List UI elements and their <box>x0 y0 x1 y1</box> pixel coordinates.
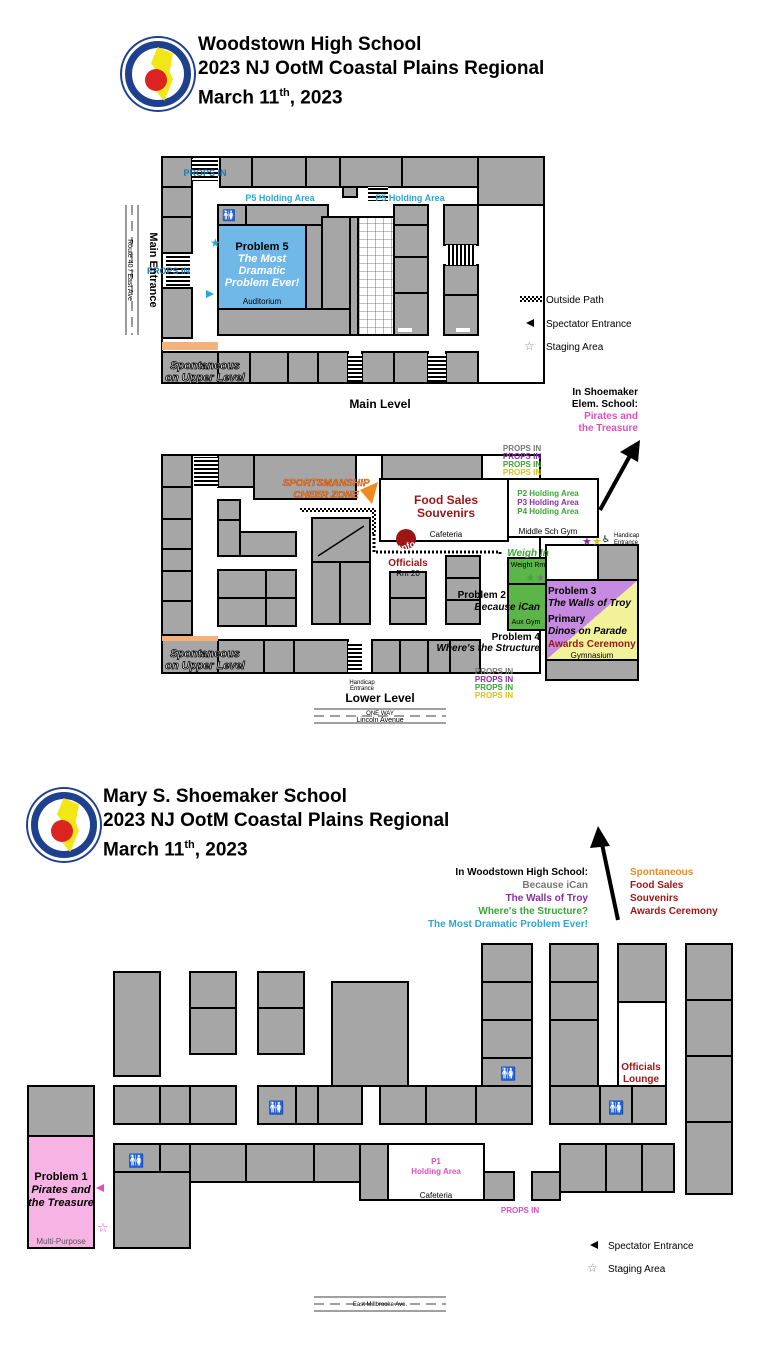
shoemaker-map <box>0 740 760 1347</box>
staging-star-icon: ★ <box>210 236 221 250</box>
problem5-title: Problem Ever! <box>224 277 300 289</box>
p4-holding-label: P4 Holding Area <box>517 507 579 516</box>
road-label: Route 40 / East Ave <box>126 239 133 301</box>
rm20-label: Rm 20 <box>396 569 420 578</box>
props-in-label: PROPS IN <box>474 675 514 684</box>
staging-star-icon: ★ <box>536 573 545 584</box>
legend-spectator: Spectator Entrance <box>546 319 632 330</box>
officials-lounge-label: Officials <box>621 1062 661 1073</box>
restroom-icon: 🚻 <box>500 1066 517 1081</box>
shoemaker-note-problem: the Treasure <box>578 423 638 434</box>
stairs <box>194 457 218 487</box>
shoemaker-note: In Shoemaker <box>572 387 638 398</box>
door <box>456 328 470 332</box>
props-in-label: PROPS IN <box>502 444 542 453</box>
handicap-label: Handicap <box>614 533 640 539</box>
problem5-title: Dramatic <box>238 265 286 277</box>
gymnasium-label: Gymnasium <box>570 651 614 660</box>
spectator-legend-icon <box>590 1241 598 1249</box>
food-sales-label: Food Sales <box>413 493 479 507</box>
problem4-title: Where's the Structure <box>436 643 540 654</box>
problem5-label: Problem 5 <box>235 241 289 253</box>
souvenirs-label: Souvenirs <box>416 506 476 520</box>
date-prefix: March 11 <box>198 87 280 109</box>
aux-gym-label: Aux Gym <box>511 619 541 626</box>
shoemaker-title-line2: 2023 NJ OotM Coastal Plains Regional <box>103 810 450 831</box>
p1-holding-label: Holding Area <box>411 1167 461 1176</box>
middle-gym-label: Middle Sch Gym <box>518 527 578 536</box>
lincoln-label: Lincoln Avenue <box>356 717 404 724</box>
stairs <box>348 354 362 382</box>
spontaneous-marker <box>162 342 218 350</box>
props-in-label: PROPS IN <box>474 691 514 700</box>
spontaneous-marker <box>162 636 218 641</box>
multipurpose-label: Multi-Purpose <box>36 1237 86 1246</box>
road-label: East Millbrooke Ave. <box>352 1302 408 1308</box>
spectator-entrance-icon <box>96 1184 104 1192</box>
handicap-label: Handicap <box>349 680 375 686</box>
woodstown-title-line1: Woodstown High School <box>198 34 422 55</box>
cheer-zone-label: CHEER ZONE <box>293 490 359 501</box>
props-in-label: PROPS IN <box>502 468 542 477</box>
props-in-label: PROPS IN <box>502 452 542 461</box>
stairs <box>446 245 476 265</box>
p2-holding-label: P2 Holding Area <box>517 489 579 498</box>
main-level-label: Main Level <box>349 397 411 411</box>
weigh-in-label: Weigh In <box>507 548 549 559</box>
props-in-label: PROPS IN <box>183 168 227 178</box>
props-in-stack-bottom <box>475 667 513 700</box>
restroom-icon: 🚻 <box>222 210 236 222</box>
spontaneous-label: on Upper Level <box>165 660 245 672</box>
date-prefix: March 11 <box>103 839 185 861</box>
staging-star-icon: ★ <box>582 536 592 548</box>
mascot-icon <box>51 820 73 842</box>
p1-label: P1 <box>431 1157 441 1166</box>
woodstown-note-problem: The Walls of Troy <box>505 893 588 904</box>
staging-legend-icon: ☆ <box>587 1261 598 1275</box>
handicap-label: Entrance <box>614 540 639 546</box>
door <box>398 328 412 332</box>
date-sup: th <box>279 87 290 99</box>
direction-arrow-head <box>590 826 610 848</box>
cafeteria-label: Cafeteria <box>419 1191 453 1200</box>
wheelchair-icon: ♿ <box>602 534 611 544</box>
staging-star-icon: ★ <box>526 573 535 584</box>
spontaneous-note: Spontaneous <box>630 867 694 878</box>
spontaneous-label: Spontaneous <box>170 648 240 660</box>
legend-staging: Staging Area <box>546 342 604 353</box>
props-in-label: PROPS IN <box>474 667 514 676</box>
stairs <box>348 642 362 672</box>
restroom-icon: 🚻 <box>268 1100 285 1115</box>
staging-legend-icon: ☆ <box>524 339 535 353</box>
legend-outside-path: Outside Path <box>546 295 604 306</box>
primary-title: Dinos on Parade <box>548 626 627 637</box>
direction-arrow <box>602 844 618 920</box>
woodstown-note-problem: Where's the Structure? <box>478 906 588 917</box>
auditorium-label: Auditorium <box>242 297 282 306</box>
primary-label: Primary <box>548 614 586 625</box>
info-label: Info <box>397 538 417 554</box>
legend-staging: Staging Area <box>608 1264 666 1275</box>
p3-holding-label: P3 Holding Area <box>517 498 579 507</box>
problem3-title: The Walls of Troy <box>548 598 631 609</box>
p5-holding-label: P5 Holding Area <box>245 193 315 203</box>
woodstown-title-line2: 2023 NJ OotM Coastal Plains Regional <box>198 58 545 79</box>
woodstown-note: In Woodstown High School: <box>455 867 588 878</box>
lower-level-label: Lower Level <box>345 691 415 705</box>
woodstown-note-problem: The Most Dramatic Problem Ever! <box>427 919 588 930</box>
date-suffix: , 2023 <box>289 87 343 109</box>
problem2-label: Problem 2 <box>457 590 506 601</box>
staging-star-icon: ★ <box>592 536 602 548</box>
stairs <box>428 354 446 382</box>
problem2-title: Because iCan <box>474 602 540 613</box>
date-suffix: , 2023 <box>194 839 248 861</box>
mascot-icon <box>145 69 167 91</box>
souvenirs-note: Souvenirs <box>630 893 679 904</box>
date-sup: th <box>184 839 195 851</box>
spontaneous-label: on Upper Level <box>165 372 245 384</box>
restroom-icon: 🚻 <box>128 1153 145 1168</box>
direction-arrow <box>600 452 632 510</box>
shoemaker-note: Elem. School: <box>571 399 638 410</box>
officials-lounge-label: Lounge <box>622 1074 660 1085</box>
main-level-building <box>162 157 544 383</box>
weight-rm-label: Weight Rm <box>510 562 546 569</box>
spontaneous-label: Spontaneous <box>170 360 240 372</box>
problem1-label: Problem 1 <box>34 1171 88 1183</box>
problem4-label: Problem 4 <box>491 632 540 643</box>
shoemaker-title-line1: Mary S. Shoemaker School <box>103 786 347 807</box>
main-entrance-label: Main Entrance <box>147 232 159 308</box>
problem3-label: Problem 3 <box>548 586 597 597</box>
shoemaker-building <box>28 944 732 1248</box>
outside-path-legend-icon <box>520 296 542 302</box>
woodstown-note-problem: Because iCan <box>522 880 588 891</box>
problem1-title: Pirates and <box>31 1184 91 1196</box>
problem5-title: The Most <box>237 253 287 265</box>
officials-label: Officials <box>388 558 428 569</box>
shoemaker-note-problem: Pirates and <box>584 411 638 422</box>
props-in-label: PROPS IN <box>500 1206 540 1215</box>
props-in-stack-top <box>503 444 541 477</box>
p5-holding-label: P5 Holding Area <box>375 193 445 203</box>
awards-label: Awards Ceremony <box>548 639 636 650</box>
sportsmanship-label: SPORTSMANSHIP <box>282 478 370 489</box>
legend-spectator: Spectator Entrance <box>608 1241 694 1252</box>
props-in-label: PROPS IN <box>502 460 542 469</box>
food-sales-note: Food Sales <box>630 880 684 891</box>
problem1-title: the Treasure <box>28 1197 94 1209</box>
props-in-label: PROPS IN <box>474 683 514 692</box>
props-in-label: PROPS IN <box>146 266 190 276</box>
one-way-label: ONE WAY <box>366 711 394 717</box>
cafeteria-label: Cafeteria <box>429 530 463 539</box>
awards-note: Awards Ceremony <box>630 906 718 917</box>
restroom-icon: 🚻 <box>608 1100 625 1115</box>
handicap-label: Entrance <box>349 686 375 692</box>
staging-star-icon: ☆ <box>97 1220 109 1235</box>
